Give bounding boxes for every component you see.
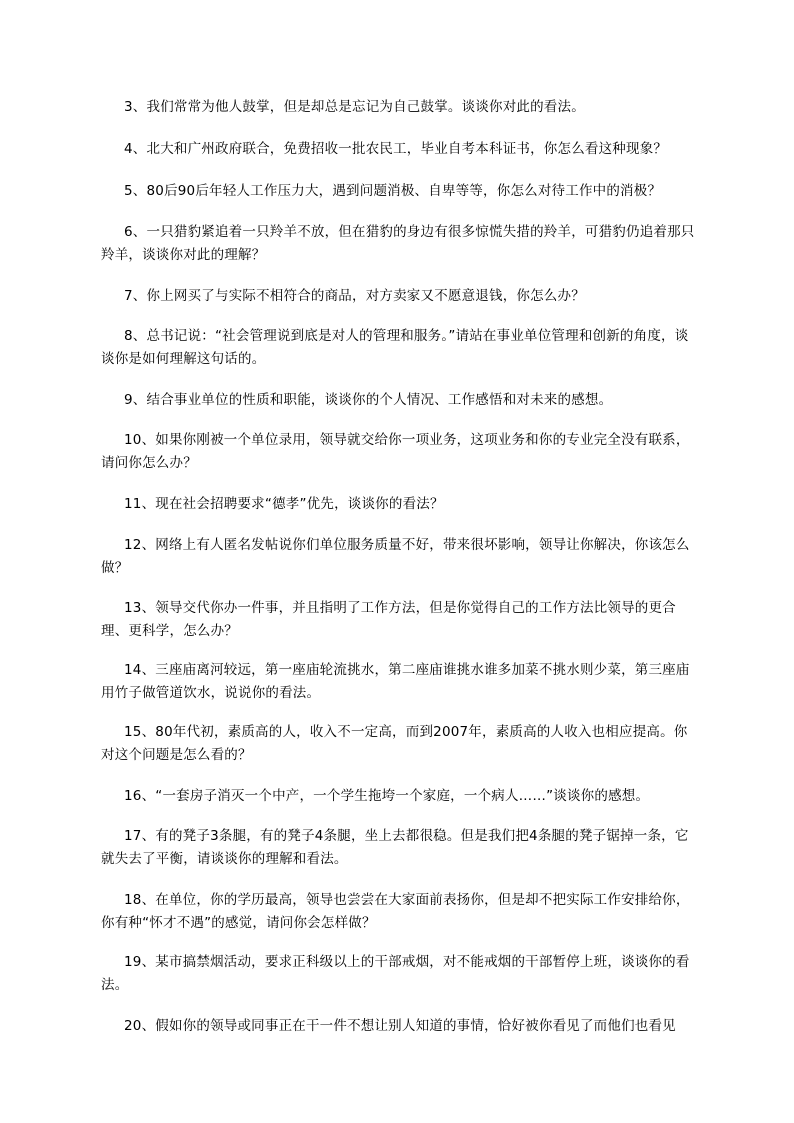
question-17: 17、有的凳子3条腿，有的凳子4条腿，坐上去都很稳。但是我们把4条腿的凳子锯掉一条，它就失去了平衡，请谈谈你的理解和看法。 [101, 828, 689, 867]
question-8: 8、总书记说：“社会管理说到底是对人的管理和服务。”请站在事业单位管理和创新的角度，谈谈你是如何理解这句话的。 [101, 328, 689, 367]
question-12: 12、网络上有人匿名发帖说你们单位服务质量不好，带来很坏影响，领导让你解决，你该怎么做？ [101, 537, 690, 576]
question-4: 4、北大和广州政府联合，免费招收一批农民工，毕业自考本科证书，你怎么看这种现象？ [124, 141, 668, 157]
question-20: 20、假如你的领导或同事正在干一件不想让别人知道的事情，恰好被你看见了而他们也看见 [124, 1018, 676, 1034]
question-16: 16、“一套房子消灭一个中产，一个学生拖垮一个家庭，一个病人……”谈谈你的感想。 [124, 788, 650, 804]
question-11: 11、现在社会招聘要求“德孝”优先，谈谈你的看法？ [124, 496, 444, 512]
question-14: 14、三座庙离河较远，第一座庙轮流挑水，第二座庙谁挑水谁多加菜不挑水则少菜，第三座庙用竹子做管道饮水，说说你的看法。 [101, 662, 690, 701]
question-10: 10、如果你刚被一个单位录用，领导就交给你一项业务，这项业务和你的专业完全没有联系，请问你怎么办？ [101, 432, 690, 471]
question-19: 19、某市搞禁烟活动，要求正科级以上的干部戒烟，对不能戒烟的干部暂停上班，谈谈你的看法。 [101, 954, 690, 993]
question-3: 3、我们常常为他人鼓掌，但是却总是忘记为自己鼓掌。谈谈你对此的看法。 [124, 99, 585, 115]
question-15: 15、80年代初，素质高的人，收入不一定高，而到2007年，素质高的人收入也相应提高。你对这个问题是怎么看的？ [101, 724, 688, 763]
question-9: 9、结合事业单位的性质和职能，谈谈你的个人情况、工作感悟和对未来的感想。 [124, 392, 613, 408]
question-13: 13、领导交代你办一件事，并且指明了工作方法，但是你觉得自己的工作方法比领导的更合理、更科学，怎么办？ [101, 600, 676, 639]
question-18: 18、在单位，你的学历最高，领导也尝尝在大家面前表扬你，但是却不把实际工作安排给你，你有种“怀才不遇”的感觉，请问你会怎样做？ [101, 892, 690, 931]
question-7: 7、你上网买了与实际不相符合的商品，对方卖家又不愿意退钱，你怎么办？ [124, 288, 585, 304]
question-5: 5、80后90后年轻人工作压力大，遇到问题消极、自卑等等，你怎么对待工作中的消极？ [124, 183, 662, 199]
question-6: 6、一只猎豹紧追着一只羚羊不放，但在猎豹的身边有很多惊慌失措的羚羊，可猎豹仍追着那只羚羊，谈谈你对此的理解？ [101, 224, 695, 263]
